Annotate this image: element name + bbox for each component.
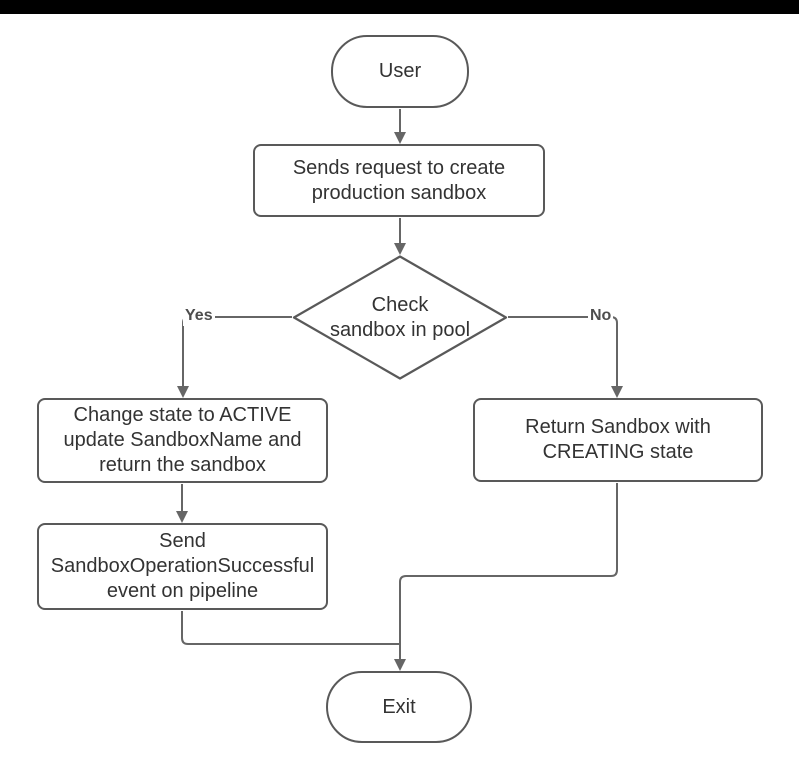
node-change-state-line2: update SandboxName and [63,429,302,451]
node-return-creating [473,398,763,482]
edge-label-no: No [590,307,612,324]
edge-return-creating-to-exit [400,483,617,659]
node-exit-label: Exit [382,695,416,718]
node-check-pool [292,255,508,380]
node-send-event-line1: Send [159,530,206,552]
node-send-request-line2: production sandbox [311,181,487,204]
node-check-pool-line2: sandbox in pool [329,318,471,341]
edge-label-yes: Yes [185,307,213,324]
node-send-request [253,144,545,217]
node-change-state-line3: return the sandbox [99,454,266,476]
node-exit [326,671,472,743]
node-send-event [37,523,328,610]
node-return-creating-line2: CREATING state [542,441,694,463]
node-change-state-line1: Change state to ACTIVE [73,404,292,426]
node-user [331,35,469,108]
edge-check-no-to-return-creating [508,317,617,386]
node-send-request-line1: Sends request to create [292,156,506,179]
node-change-state [37,398,328,483]
node-return-creating-line1: Return Sandbox with [525,416,711,438]
edge-check-yes-to-change-state [183,317,292,386]
node-check-pool-line1: Check [371,293,429,316]
node-send-event-line3: event on pipeline [106,580,259,602]
node-user-label: User [378,60,422,82]
node-send-event-line2: SandboxOperationSuccessful [50,555,315,577]
edge-send-event-to-exit-join [182,611,399,644]
